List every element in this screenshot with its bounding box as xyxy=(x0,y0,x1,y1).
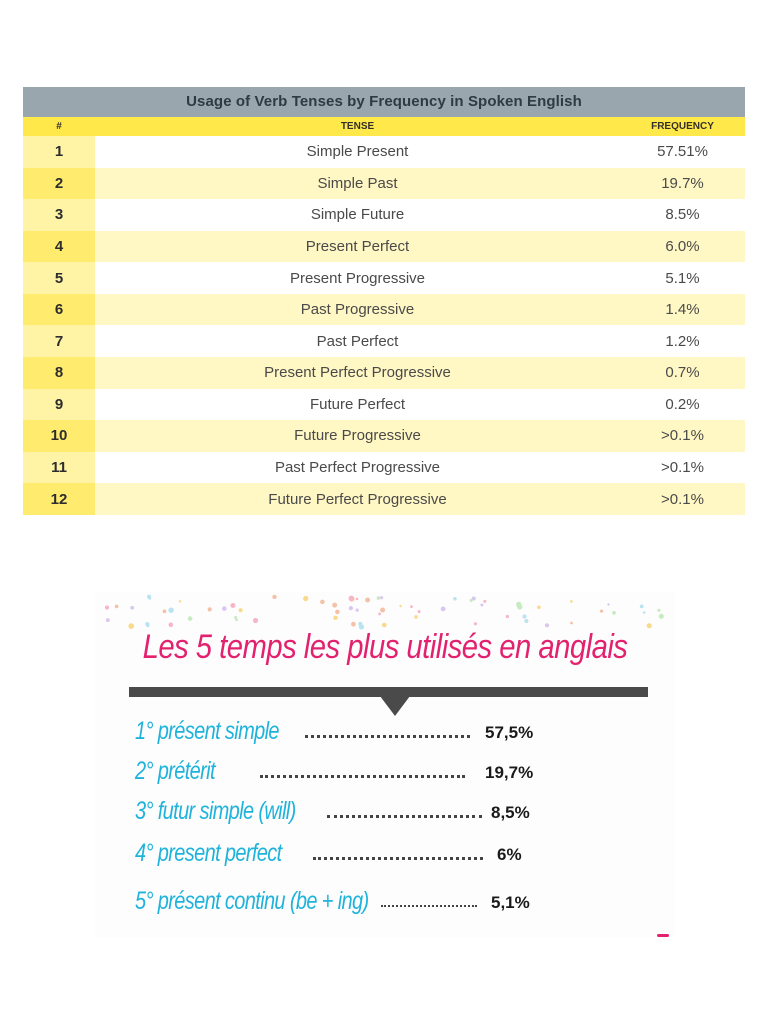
infographic-title: Les 5 temps les plus utilisés en anglais xyxy=(142,628,628,666)
table-row xyxy=(23,420,745,452)
confetti-dot xyxy=(146,624,149,627)
confetti-dot xyxy=(657,609,660,612)
confetti-dot xyxy=(480,604,483,607)
row-tense: Future Progressive xyxy=(294,427,421,445)
confetti-dot xyxy=(570,600,573,603)
confetti-dot xyxy=(660,616,663,619)
confetti-dot xyxy=(545,623,549,627)
title-underline-notch xyxy=(380,696,410,716)
row-frequency: 6.0% xyxy=(665,238,700,256)
table-header-row xyxy=(23,117,745,136)
list-item xyxy=(135,887,655,927)
rank-label: 5° présent continu (be + ing) xyxy=(135,887,369,915)
pink-accent-mark xyxy=(657,934,669,937)
confetti-dot xyxy=(382,623,387,628)
row-num: 9 xyxy=(23,389,95,421)
row-num: 8 xyxy=(23,357,95,389)
row-tense: Present Progressive xyxy=(289,269,426,287)
confetti-dot xyxy=(168,608,173,613)
confetti-dot xyxy=(643,611,646,614)
confetti-dot xyxy=(163,609,167,613)
dotted-leader xyxy=(260,775,465,778)
confetti-dot xyxy=(524,619,528,623)
confetti-dot xyxy=(356,598,359,601)
rank-label: 3° futur simple (will) xyxy=(135,797,296,825)
confetti-dot xyxy=(506,615,509,618)
confetti-dot xyxy=(380,608,385,613)
confetti-dot xyxy=(517,604,522,609)
row-tense: Future Perfect xyxy=(309,395,406,413)
french-tense-infographic xyxy=(95,592,675,937)
row-frequency: 0.7% xyxy=(665,364,700,382)
row-num: 2 xyxy=(23,168,95,200)
table-row xyxy=(23,199,745,231)
row-frequency: 1.4% xyxy=(665,301,700,319)
header-tense: TENSE xyxy=(340,121,375,132)
rank-label: 1° présent simple xyxy=(135,717,279,745)
row-frequency: 1.2% xyxy=(665,332,700,350)
confetti-dot xyxy=(377,596,381,600)
confetti-dot xyxy=(188,616,193,621)
confetti-dot xyxy=(378,613,381,616)
row-frequency: >0.1% xyxy=(661,459,704,477)
confetti-dot xyxy=(351,622,356,627)
row-frequency: 0.2% xyxy=(665,395,700,413)
table-row xyxy=(23,231,745,263)
verb-tense-table xyxy=(23,87,745,515)
confetti-dot xyxy=(414,615,418,619)
header-frequency: FREQUENCY xyxy=(651,121,714,132)
rank-value: 57,5% xyxy=(485,723,534,742)
row-num: 3 xyxy=(23,199,95,231)
confetti-dot xyxy=(612,611,616,615)
confetti-dot xyxy=(106,618,110,622)
row-num: 7 xyxy=(23,325,95,357)
confetti-dot xyxy=(222,606,227,611)
row-frequency: 57.51% xyxy=(657,143,708,161)
row-frequency: 5.1% xyxy=(665,269,700,287)
rank-label: 2° prétérit xyxy=(135,757,215,785)
confetti-dot xyxy=(169,623,174,628)
confetti-dot xyxy=(333,616,337,620)
confetti-dot xyxy=(230,603,235,608)
confetti-dot xyxy=(441,607,446,612)
table-row xyxy=(23,357,745,389)
table-row xyxy=(23,389,745,421)
confetti-dot xyxy=(380,596,383,599)
confetti-dot xyxy=(537,606,541,610)
dotted-leader xyxy=(327,815,482,818)
confetti-dot xyxy=(470,599,473,602)
row-tense: Future Perfect Progressive xyxy=(268,490,447,508)
confetti-decoration xyxy=(95,592,675,632)
row-tense: Past Progressive xyxy=(300,301,415,319)
row-num: 12 xyxy=(23,483,95,515)
table-title: Usage of Verb Tenses by Frequency in Spoken English xyxy=(23,87,745,117)
confetti-dot xyxy=(483,600,486,603)
row-num: 6 xyxy=(23,294,95,326)
confetti-dot xyxy=(115,605,119,609)
dotted-leader xyxy=(381,905,477,907)
table-row xyxy=(23,294,745,326)
row-tense: Present Perfect Progressive xyxy=(264,364,451,382)
table-body xyxy=(23,136,745,515)
confetti-dot xyxy=(453,597,457,601)
rank-value: 6% xyxy=(497,845,522,864)
rank-value: 8,5% xyxy=(491,803,530,822)
confetti-dot xyxy=(418,610,421,613)
table-row xyxy=(23,136,745,168)
confetti-dot xyxy=(320,600,325,605)
confetti-dot xyxy=(235,618,238,621)
confetti-dot xyxy=(208,607,212,611)
confetti-dot xyxy=(128,623,134,629)
confetti-dot xyxy=(399,605,401,607)
row-frequency: 8.5% xyxy=(665,206,700,224)
row-tense: Simple Present xyxy=(306,143,409,161)
confetti-dot xyxy=(410,605,413,608)
confetti-dot xyxy=(600,610,603,613)
list-item xyxy=(135,757,655,797)
table-row xyxy=(23,452,745,484)
row-num: 4 xyxy=(23,231,95,263)
confetti-dot xyxy=(253,618,258,623)
row-tense: Past Perfect Progressive xyxy=(274,459,441,477)
confetti-dot xyxy=(179,600,181,602)
row-frequency: 19.7% xyxy=(661,174,704,192)
row-frequency: >0.1% xyxy=(661,427,704,445)
confetti-dot xyxy=(640,605,644,609)
confetti-dot xyxy=(474,622,477,625)
list-item xyxy=(135,717,655,757)
confetti-dot xyxy=(130,606,134,610)
list-item xyxy=(135,797,655,837)
table-row xyxy=(23,168,745,200)
table-row xyxy=(23,483,745,515)
confetti-dot xyxy=(570,622,573,625)
rank-label: 4° present perfect xyxy=(135,839,282,867)
table-row xyxy=(23,262,745,294)
dotted-leader xyxy=(313,857,483,860)
row-frequency: >0.1% xyxy=(661,490,704,508)
rank-value: 5,1% xyxy=(491,893,530,912)
confetti-dot xyxy=(148,597,151,600)
row-tense: Simple Past xyxy=(317,174,398,192)
row-tense: Simple Future xyxy=(310,206,405,224)
confetti-dot xyxy=(349,596,355,602)
list-item xyxy=(135,839,655,879)
confetti-dot xyxy=(335,610,340,615)
row-num: 1 xyxy=(23,136,95,168)
confetti-dot xyxy=(332,603,337,608)
confetti-dot xyxy=(356,609,359,612)
confetti-dot xyxy=(272,595,276,599)
row-num: 11 xyxy=(23,452,95,484)
confetti-dot xyxy=(303,596,308,601)
table-row xyxy=(23,325,745,357)
row-num: 5 xyxy=(23,262,95,294)
header-num: # xyxy=(56,121,62,132)
confetti-dot xyxy=(365,598,370,603)
confetti-dot xyxy=(239,608,243,612)
confetti-dot xyxy=(349,606,353,610)
confetti-dot xyxy=(647,623,652,628)
row-num: 10 xyxy=(23,420,95,452)
confetti-dot xyxy=(105,605,109,609)
confetti-dot xyxy=(607,603,609,605)
row-tense: Present Perfect xyxy=(305,238,410,256)
confetti-dot xyxy=(522,614,526,618)
rank-value: 19,7% xyxy=(485,763,534,782)
dotted-leader xyxy=(305,735,470,738)
row-tense: Past Perfect xyxy=(316,332,399,350)
